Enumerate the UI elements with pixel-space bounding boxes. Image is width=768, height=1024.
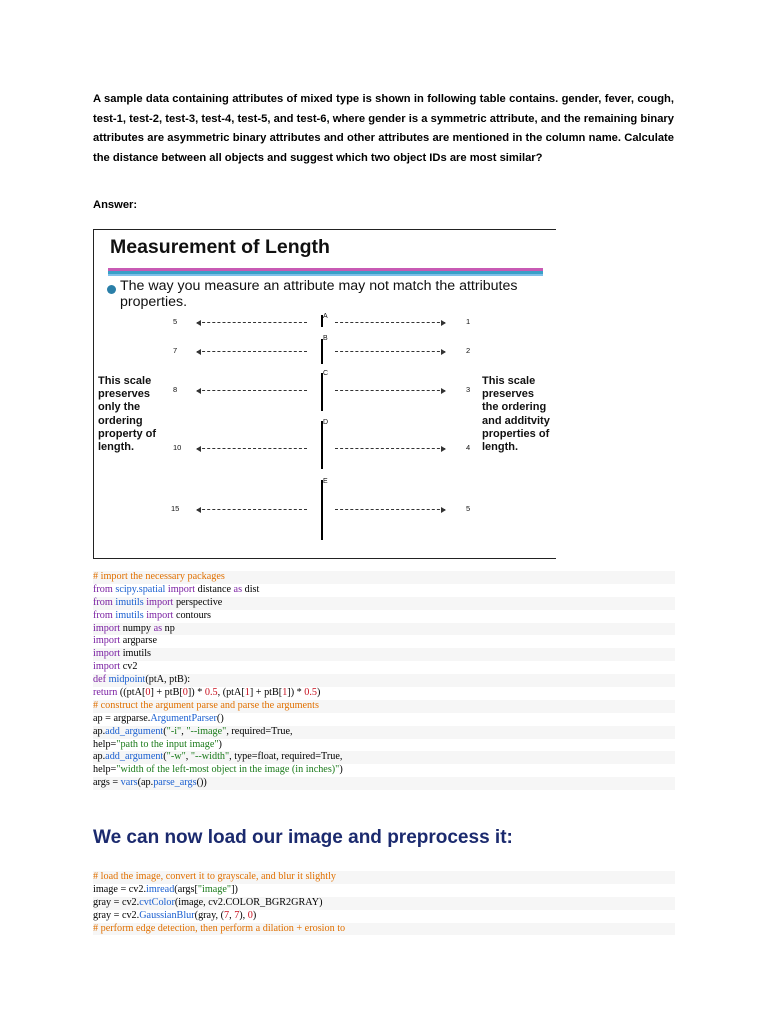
code-block-imports bbox=[93, 571, 675, 790]
left-scale-value: 8 bbox=[173, 385, 178, 394]
code-line bbox=[93, 700, 675, 713]
code-token: GaussianBlur bbox=[139, 909, 195, 921]
code-token: imutils bbox=[122, 648, 152, 660]
right-scale-value: 2 bbox=[466, 346, 471, 355]
code-token: (gray, ( bbox=[194, 909, 224, 921]
code-token: # load the image, convert it to grayscale, and blur it slightly bbox=[93, 871, 337, 882]
left-arrow bbox=[197, 390, 307, 391]
code-token: import bbox=[93, 661, 123, 673]
length-bar bbox=[321, 339, 323, 364]
code-token: ] + ptB[ bbox=[150, 687, 183, 699]
right-scale-value: 3 bbox=[466, 385, 471, 394]
code-token: ap = argparse. bbox=[93, 712, 151, 724]
right-scale-value: 5 bbox=[466, 504, 471, 513]
answer-label: Answer: bbox=[93, 199, 138, 211]
bar-letter: A bbox=[323, 313, 328, 320]
code-token: "--width" bbox=[190, 751, 230, 763]
slide-bullet-text: The way you measure an attribute may not match the attributes properties. bbox=[120, 278, 518, 310]
right-scale-note: This scale preserves the ordering and additvity properties of length. bbox=[482, 375, 550, 454]
code-token: (args[ bbox=[174, 883, 198, 895]
code-token: ) bbox=[317, 687, 321, 699]
code-token: argparse bbox=[122, 635, 158, 647]
code-token: ap. bbox=[93, 751, 106, 763]
code-token: , (ptA[ bbox=[217, 687, 245, 699]
code-token: dist bbox=[244, 583, 260, 595]
code-token: import bbox=[143, 609, 176, 621]
code-token: "width of the left-most object in the image (in inches)" bbox=[116, 764, 340, 776]
code-line bbox=[93, 884, 675, 897]
code-token: (ap. bbox=[137, 777, 154, 789]
code-line bbox=[93, 610, 675, 623]
left-arrow bbox=[197, 322, 307, 323]
code-token: as bbox=[233, 583, 245, 595]
code-token: parse_args bbox=[153, 777, 197, 789]
bar-letter: E bbox=[323, 478, 328, 485]
code-line bbox=[93, 674, 675, 687]
code-token: ) bbox=[218, 738, 222, 750]
code-token: 7 bbox=[234, 909, 240, 921]
code-token: ()) bbox=[196, 777, 207, 789]
code-line bbox=[93, 597, 675, 610]
code-token: import bbox=[165, 583, 198, 595]
code-token: 1 bbox=[244, 687, 250, 699]
code-token: ]) * bbox=[187, 687, 205, 699]
code-line bbox=[93, 661, 675, 674]
code-token: ] + ptB[ bbox=[249, 687, 283, 699]
bar-letter: D bbox=[323, 419, 329, 426]
left-scale-value: 10 bbox=[173, 443, 182, 452]
bar-letter: C bbox=[323, 370, 329, 377]
code-token: ( bbox=[163, 751, 167, 763]
code-block-preprocess bbox=[93, 871, 675, 935]
code-token: () bbox=[216, 712, 224, 724]
code-token: from bbox=[93, 596, 116, 608]
code-token: as bbox=[153, 622, 165, 634]
code-token: # import the necessary packages bbox=[93, 571, 225, 582]
code-token: 0 bbox=[247, 909, 253, 921]
right-arrow bbox=[335, 390, 445, 391]
code-token: ]) bbox=[231, 883, 238, 895]
code-token: gray = cv2. bbox=[93, 896, 140, 908]
code-line bbox=[93, 777, 675, 790]
code-token: 0 bbox=[182, 687, 188, 699]
code-token: import bbox=[93, 635, 123, 647]
code-token: ]) * bbox=[287, 687, 305, 699]
code-token: import bbox=[143, 596, 176, 608]
code-token: ( bbox=[163, 725, 167, 737]
code-token: help= bbox=[93, 738, 117, 750]
code-token: , required=True, bbox=[226, 725, 293, 737]
bar-letter: B bbox=[323, 335, 328, 342]
code-token: imutils bbox=[115, 609, 144, 621]
code-token: "image" bbox=[197, 883, 232, 895]
code-token: 0 bbox=[145, 687, 151, 699]
code-token: # construct the argument parse and parse the arguments bbox=[93, 699, 319, 711]
code-line bbox=[93, 713, 675, 726]
right-arrow bbox=[335, 509, 445, 510]
code-token: 7 bbox=[224, 909, 230, 921]
code-token: add_argument bbox=[105, 725, 164, 737]
code-token: help= bbox=[93, 764, 117, 776]
code-token: ArgumentParser bbox=[150, 712, 217, 724]
left-arrow bbox=[197, 351, 307, 352]
code-token: 0.5 bbox=[204, 687, 218, 699]
code-token: (image, cv2.COLOR_BGR2GRAY) bbox=[174, 896, 323, 908]
code-line bbox=[93, 910, 675, 923]
code-token: # perform edge detection, then perform a dilation + erosion to bbox=[93, 922, 346, 934]
right-arrow bbox=[335, 448, 445, 449]
right-arrow bbox=[335, 351, 445, 352]
code-line bbox=[93, 923, 675, 936]
code-token: import bbox=[93, 622, 123, 634]
code-token: scipy.spatial bbox=[115, 583, 166, 595]
code-line bbox=[93, 764, 675, 777]
length-bar bbox=[321, 480, 323, 540]
code-line bbox=[93, 871, 675, 884]
code-token: ) bbox=[339, 764, 343, 776]
length-bar bbox=[321, 373, 323, 411]
right-arrow bbox=[335, 322, 445, 323]
code-token: from bbox=[93, 583, 116, 595]
code-token: def bbox=[93, 674, 109, 686]
right-scale-value: 4 bbox=[466, 443, 471, 452]
right-scale-value: 1 bbox=[466, 317, 471, 326]
code-line bbox=[93, 687, 675, 700]
code-token: ), bbox=[239, 909, 248, 921]
code-line bbox=[93, 635, 675, 648]
code-token: 1 bbox=[282, 687, 288, 699]
code-token: vars bbox=[120, 777, 138, 789]
left-scale-value: 5 bbox=[173, 317, 178, 326]
slide-stripe-light-blue bbox=[108, 274, 543, 276]
code-token: import bbox=[93, 648, 123, 660]
code-token: imutils bbox=[115, 596, 144, 608]
left-scale-value: 15 bbox=[171, 504, 180, 513]
code-line bbox=[93, 584, 675, 597]
code-token: numpy bbox=[122, 622, 154, 634]
code-token: cvtColor bbox=[139, 896, 175, 908]
code-token: cv2 bbox=[122, 661, 138, 673]
code-line bbox=[93, 739, 675, 752]
code-token: , bbox=[229, 909, 235, 921]
code-token: image = cv2. bbox=[93, 883, 146, 895]
slide-title: Measurement of Length bbox=[110, 236, 330, 258]
code-line bbox=[93, 751, 675, 764]
code-token: imread bbox=[146, 883, 175, 895]
code-token: ((ptA[ bbox=[119, 687, 146, 699]
code-token: midpoint bbox=[108, 674, 146, 686]
measurement-slide-image bbox=[93, 229, 556, 559]
code-token: distance bbox=[197, 583, 234, 595]
code-token: perspective bbox=[175, 596, 223, 608]
code-line bbox=[93, 897, 675, 910]
code-token: "-w" bbox=[166, 751, 186, 763]
code-token: ap. bbox=[93, 725, 106, 737]
code-token: contours bbox=[175, 609, 212, 621]
section-heading: We can now load our image and preprocess it: bbox=[93, 827, 513, 848]
code-token: "path to the input image" bbox=[116, 738, 219, 750]
code-line bbox=[93, 623, 675, 636]
left-scale-note: This scale preserves only the ordering property of length. bbox=[98, 375, 157, 454]
bullet-icon bbox=[107, 285, 116, 294]
code-token: , bbox=[185, 751, 191, 763]
code-line bbox=[93, 648, 675, 661]
code-token: np bbox=[164, 622, 175, 634]
code-token: return bbox=[93, 687, 120, 699]
length-bar bbox=[321, 421, 323, 469]
code-token: "--image" bbox=[186, 725, 227, 737]
left-arrow bbox=[197, 509, 307, 510]
code-token: from bbox=[93, 609, 116, 621]
code-token: gray = cv2. bbox=[93, 909, 140, 921]
code-token: add_argument bbox=[105, 751, 164, 763]
code-token: args = bbox=[93, 777, 121, 789]
code-token: , type=float, required=True, bbox=[229, 751, 343, 763]
code-token: ) bbox=[252, 909, 257, 921]
code-token: 0.5 bbox=[304, 687, 318, 699]
code-token: (ptA, ptB): bbox=[145, 674, 191, 686]
code-token: , bbox=[181, 725, 187, 737]
code-line bbox=[93, 726, 675, 739]
code-line bbox=[93, 571, 675, 584]
code-token: "-i" bbox=[166, 725, 182, 737]
left-arrow bbox=[197, 448, 307, 449]
question-text: A sample data containing attributes of mixed type is shown in following table contains. gender, fever, cough, test-1, test-2, test-3, test-4, test-5, and test-6, where gender is a symmetric attribute, and the remaining binary attributes are asymmetric binary attributes and other attributes are mentioned in the column name. Calculate the distance between all objects and suggest which two object IDs are most similar? bbox=[93, 93, 674, 164]
left-scale-value: 7 bbox=[173, 346, 178, 355]
